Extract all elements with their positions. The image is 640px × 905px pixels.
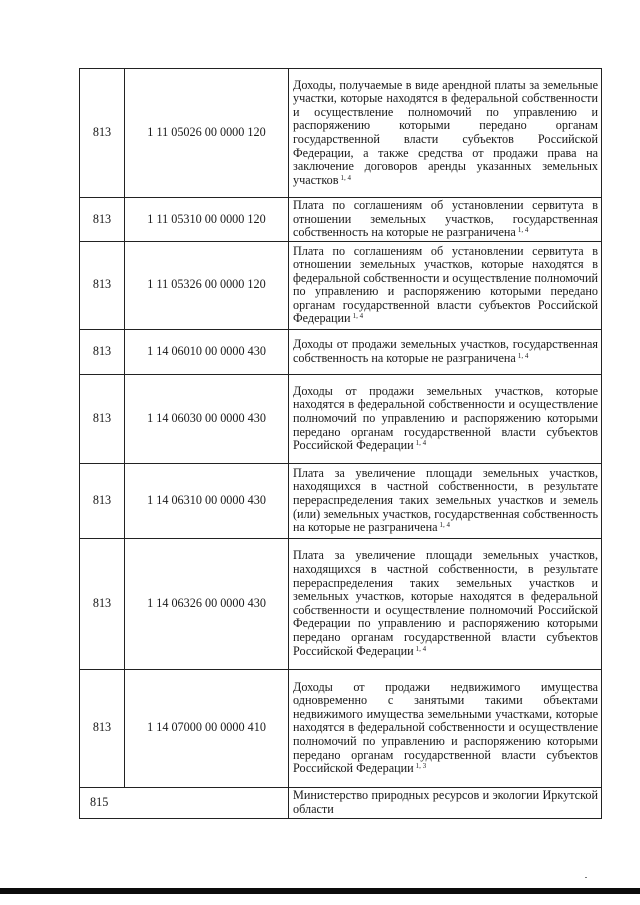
ministry-admin-code-cell: 815 — [80, 787, 289, 818]
table-row — [80, 538, 602, 669]
budget-code-cell: 1 14 06030 00 0000 430 — [125, 374, 289, 463]
table-body — [80, 69, 602, 819]
admin-code-cell: 813 — [80, 198, 125, 242]
table-row — [80, 669, 602, 787]
admin-code-cell: 813 — [80, 374, 125, 463]
admin-code-cell: 813 — [80, 69, 125, 198]
footnote-ref: 1, 4 — [340, 173, 352, 182]
footnote-ref: 1, 4 — [439, 521, 451, 530]
admin-code-cell: 813 — [80, 669, 125, 787]
footnote-ref: 1, 4 — [517, 226, 529, 235]
table-row — [80, 329, 602, 374]
budget-code-cell: 1 14 06310 00 0000 430 — [125, 463, 289, 538]
income-name-text: Плата за увеличение площади земельных участков, находящихся в частной собственности, в результате перераспределения таких земельных участков и земельных участков, которые находятся в федеральной собственности и осуществление полномочий Российской Федерации по управлению и распоряжению которыми передано органам государственной власти субъектов Российской Федерации — [293, 548, 598, 658]
ministry-row — [80, 787, 602, 818]
income-name-text: Доходы, получаемые в виде арендной платы за земельные участки, которые находятся в федеральной собственности и осуществление полномочий по управлению и распоряжению которыми передано органам государственной власти субъектов Российской Федерации, а также средства от продажи права на заключение договоров аренды указанных земельных участков — [293, 77, 598, 187]
income-name-cell — [289, 669, 602, 787]
income-name-text: Плата за увеличение площади земельных участков, находящихся в частной собственности, в результате перераспределения таких земельных участков и земель (или) земельных участков, государственная собственность на которые не разграничена — [293, 465, 598, 535]
scan-bottom-edge — [0, 888, 640, 894]
footnote-ref: 1, 4 — [352, 312, 364, 321]
table-row — [80, 69, 602, 198]
budget-code-cell: 1 14 06326 00 0000 430 — [125, 538, 289, 669]
table-row — [80, 374, 602, 463]
budget-code-cell: 1 11 05310 00 0000 120 — [125, 198, 289, 242]
income-name-text: Плата по соглашениям об установлении сервитута в отношении земельных участков, которые находятся в федеральной собственности и осуществление полномочий по управлению и распоряжению которыми передано органам государственной власти субъектов Российской Федерации — [293, 243, 598, 326]
income-name-text: Доходы от продажи недвижимого имущества одновременно с занятыми такими объектами недвижимого имущества земельными участками, которые находятся в федеральной собственности и осуществление полномочий по управлению и распоряжению которыми передано органам государственной власти субъектов Российской Федерации — [293, 679, 598, 776]
income-name-cell — [289, 374, 602, 463]
admin-code-cell: 813 — [80, 241, 125, 329]
income-name-cell — [289, 198, 602, 242]
footnote-ref: 1, 3 — [415, 762, 427, 771]
footnote-ref: 1, 4 — [415, 439, 427, 448]
income-name-cell — [289, 69, 602, 198]
income-name-cell — [289, 538, 602, 669]
footnote-ref: 1, 4 — [517, 351, 529, 360]
ministry-name-cell: Министерство природных ресурсов и экологии Иркутской области — [289, 787, 602, 818]
budget-code-cell: 1 14 06010 00 0000 430 — [125, 329, 289, 374]
income-name-text: Плата по соглашениям об установлении сервитута в отношении земельных участков, государственная собственность на которые не разграничена — [293, 198, 598, 240]
income-name-text: Доходы от продажи земельных участков, государственная собственность на которые не разграничена — [293, 337, 598, 365]
table-row — [80, 198, 602, 242]
income-name-cell — [289, 329, 602, 374]
table-row — [80, 241, 602, 329]
scan-speck — [585, 877, 587, 878]
income-name-text: Доходы от продажи земельных участков, которые находятся в федеральной собственности и осуществление полномочий по управлению и распоряжению которыми передано органам государственной власти субъектов Российской Федерации — [293, 383, 598, 453]
revenue-codes-table — [79, 68, 602, 819]
budget-code-cell: 1 11 05026 00 0000 120 — [125, 69, 289, 198]
income-name-cell — [289, 463, 602, 538]
budget-code-cell: 1 14 07000 00 0000 410 — [125, 669, 289, 787]
footnote-ref: 1, 4 — [415, 644, 427, 653]
table-row — [80, 463, 602, 538]
admin-code-cell: 813 — [80, 538, 125, 669]
admin-code-cell: 813 — [80, 329, 125, 374]
admin-code-cell: 813 — [80, 463, 125, 538]
budget-code-cell: 1 11 05326 00 0000 120 — [125, 241, 289, 329]
income-name-cell — [289, 241, 602, 329]
